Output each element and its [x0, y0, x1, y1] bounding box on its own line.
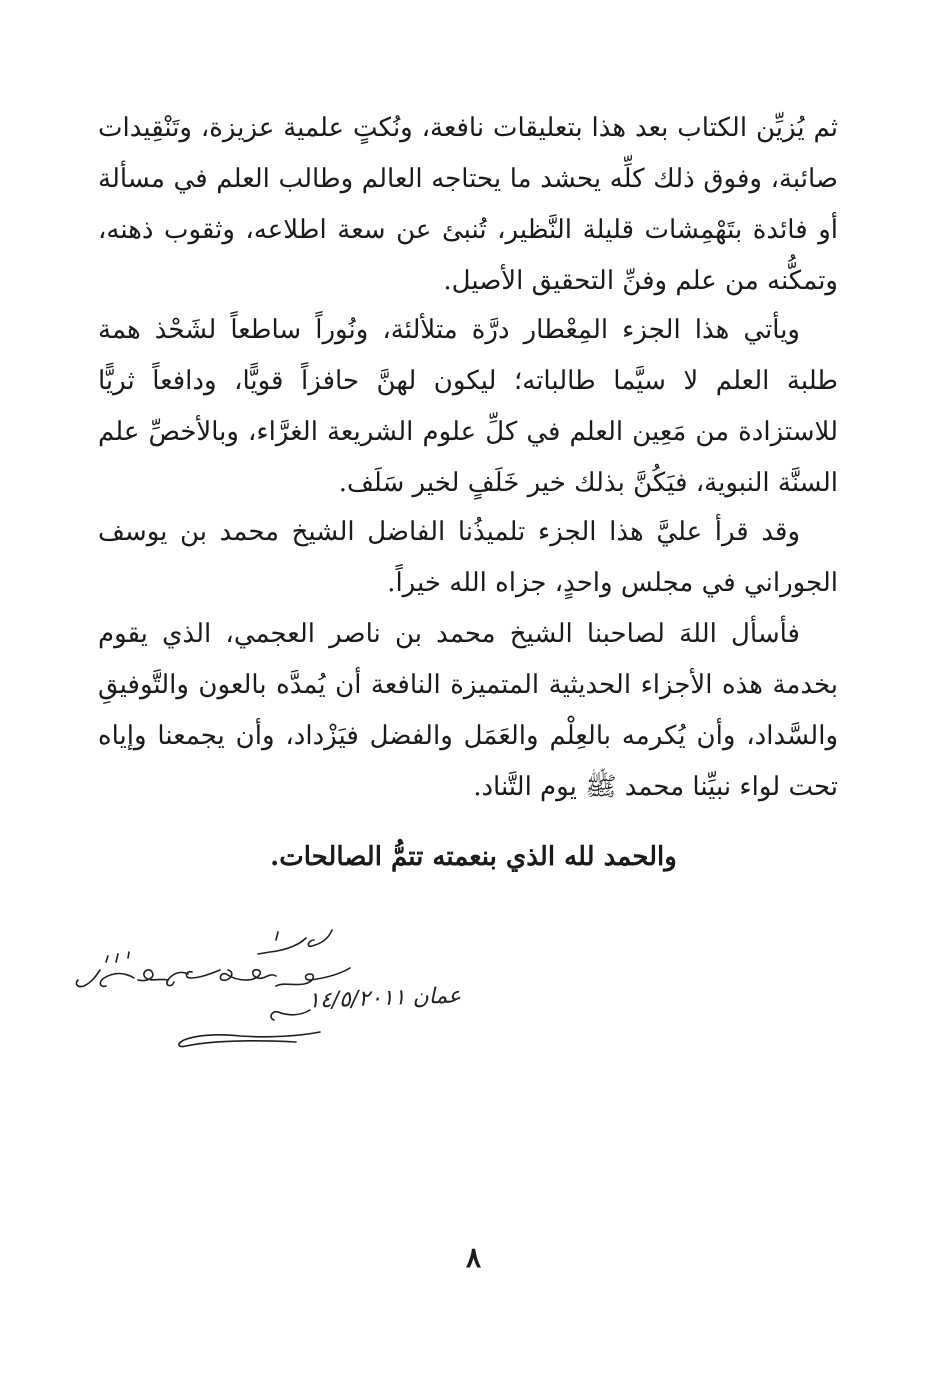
- closing-line: والحمد لله الذي بنعمته تتمُّ الصالحات.: [270, 842, 677, 872]
- paragraph-1: ثم يُزيِّن الكتاب بعد هذا بتعليقات نافعة، ونُكتٍ علمية عزيزة، وتَنْقِيدات صائبة، وفوق ذلك كلِّه يحشد ما يحتاجه العالم وطالب العلم في مسألة أو فائدة بتَهْمِشات قليلة النَّظير، تُنبئ عن سعة اطلاعه، وثقوب ذهنه، وتمكُّنه من علم وفنِّ التحقيق الأصيل.: [98, 113, 838, 296]
- handwritten-signature: [70, 918, 470, 1058]
- paragraph-4: فأسأل اللهَ لصاحبنا الشيخ محمد بن ناصر العجمي، الذي يقوم بخدمة هذه الأجزاء الحديثية المتميزة النافعة أن يُمدَّه بالعون والتَّوفيقِ والسَّداد، وأن يُكرمه بالعِلْم والعَمَل والفضل فيَزْداد، وأن يجمعنا وإياه تحت لواء نبيِّنا محمد ﷺ يوم التَّناد.: [98, 619, 838, 802]
- paragraph-2: ويأتي هذا الجزء المِعْطار درَّة متلألئة، ونُوراً ساطعاً لشَحْذ همة طلبة العلم لا سيَّما طالباته؛ ليكون لهنَّ حافزاً قويًّا، ودافعاً ثريًّا للاستزادة من مَعِين العلم في كلِّ علوم الشريعة الغرَّاء، وبالأخصِّ علم السنَّة النبوية، فيَكُنَّ بذلك خير خَلَفٍ لخير سَلَف.: [98, 315, 838, 498]
- signature-date: عمان ١٤/٥/٢٠١١: [307, 983, 462, 1014]
- paragraph-3: وقد قرأ عليَّ هذا الجزء تلميذُنا الفاضل الشيخ محمد بن يوسف الجوراني في مجلس واحدٍ، جزاه الله خيراً.: [98, 517, 838, 598]
- page-number: ٨: [465, 1241, 482, 1274]
